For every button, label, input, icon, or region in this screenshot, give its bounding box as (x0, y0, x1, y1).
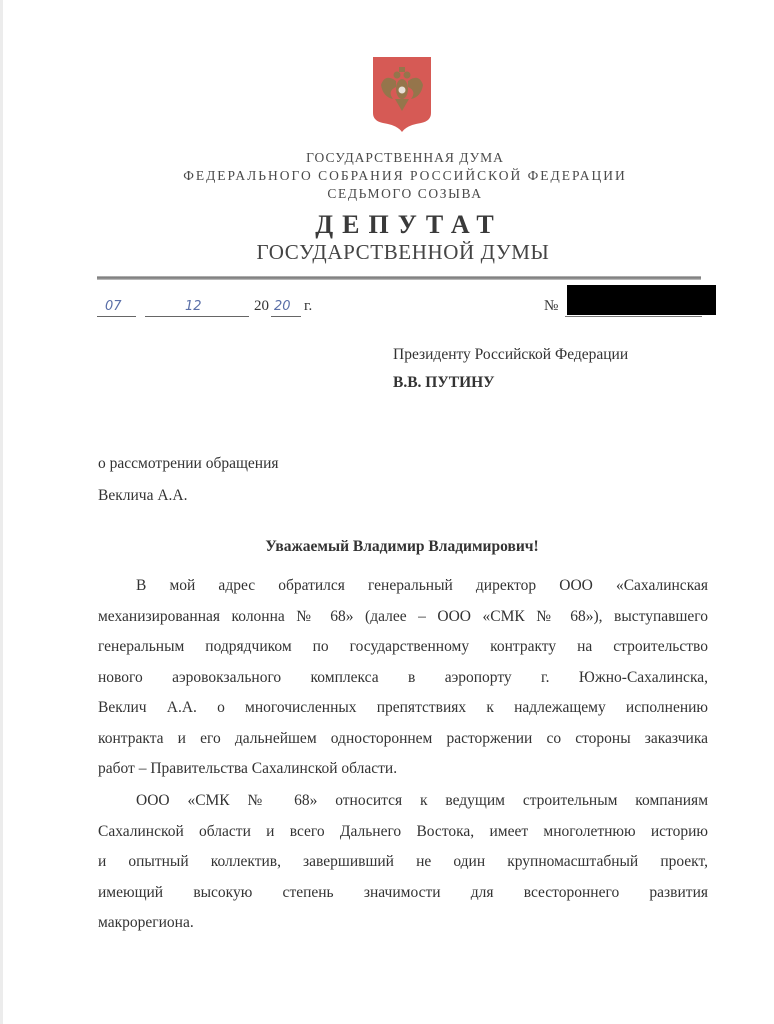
page-edge (0, 0, 3, 1024)
salutation: Уважаемый Владимир Владимирович! (265, 538, 539, 555)
paragraph-line: и опытный коллектив, завершивший не один крупномасштабный проект, (98, 853, 708, 870)
redacted-number (567, 285, 716, 315)
letterhead-line-3: СЕДЬМОГО СОЗЫВА (327, 186, 483, 201)
letterhead-line-2: ФЕДЕРАЛЬНОГО СОБРАНИЯ РОССИЙСКОЙ ФЕДЕРАЦИИ (183, 168, 627, 183)
date-day-field (97, 296, 136, 317)
letterhead-separator (97, 276, 701, 280)
paragraph-line: Сахалинской области и всего Дальнего Востока, имеет многолетнюю историю (98, 822, 708, 840)
letterhead-title: ДЕПУТАТ (315, 210, 503, 239)
paragraph-line: генеральным подрядчиком по государственному контракту на строительство (98, 638, 708, 655)
letterhead-line-1: ГОСУДАРСТВЕННАЯ ДУМА (306, 150, 504, 165)
date-month: 12 (185, 299, 202, 314)
date-year-mark: г. (304, 298, 313, 314)
subject-line-2: Веклича А.А. (98, 487, 188, 504)
coat-of-arms-icon (371, 55, 433, 133)
paragraph-1 (98, 571, 708, 785)
date-year-prefix: 20 (254, 298, 269, 314)
date-year-suffix: 20 (274, 299, 291, 314)
letterhead-subtitle: ГОСУДАРСТВЕННОЙ ДУМЫ (256, 240, 550, 264)
date-day: 07 (105, 299, 122, 314)
addressee-name: В.В. ПУТИНУ (393, 374, 495, 391)
date-year-field (271, 296, 301, 317)
date-month-field (145, 296, 249, 317)
paragraph-line: ООО «СМК № 68» относится к ведущим строительным компаниям (136, 792, 708, 809)
paragraph-line: работ – Правительства Сахалинской области. (98, 760, 398, 777)
paragraph-line: Веклич А.А. о многочисленных препятствиях к надлежащему исполнению (98, 699, 708, 716)
paragraph-line: нового аэровокзального комплекса в аэропорту г. Южно-Сахалинска, (98, 668, 708, 686)
paragraph-line: макрорегиона. (98, 914, 194, 931)
paragraph-2 (98, 786, 708, 939)
paragraph-line: В мой адрес обратился генеральный директор ООО «Сахалинская (136, 577, 708, 594)
subject-line-1: о рассмотрении обращения (98, 455, 279, 472)
paragraph-line: механизированная колонна № 68» (далее – ООО «СМК № 68»), выступавшего (98, 607, 708, 625)
addressee-position: Президенту Российской Федерации (393, 346, 629, 363)
paragraph-line: контракта и его дальнейшем одностороннем расторжении со стороны заказчика (98, 729, 708, 747)
number-label: № (544, 298, 559, 314)
paragraph-line: имеющий высокую степень значимости для всестороннего развития (98, 883, 708, 901)
